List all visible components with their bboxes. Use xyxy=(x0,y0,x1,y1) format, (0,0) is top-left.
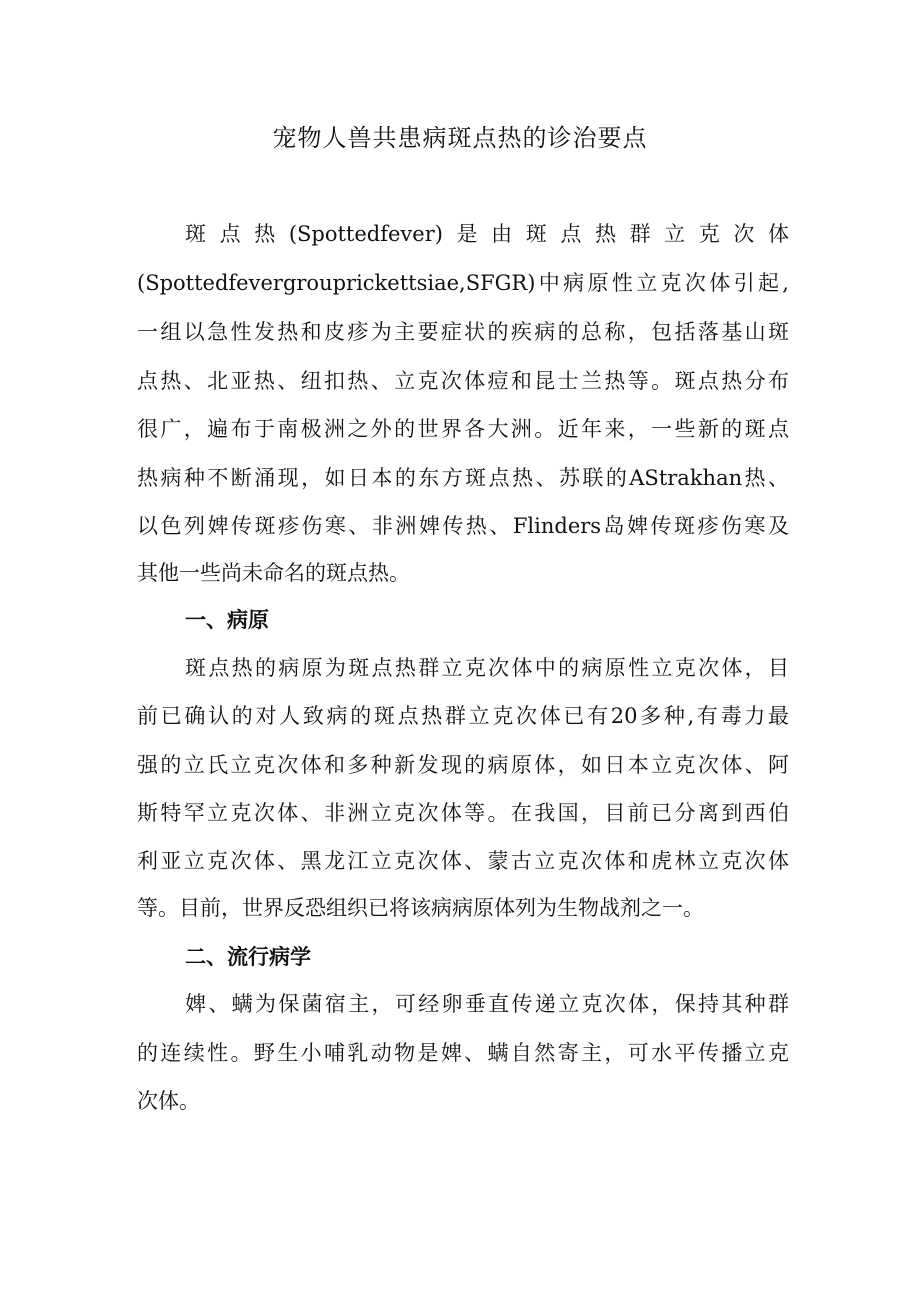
document-title: 宠物人兽共患病斑点热的诊治要点 xyxy=(272,124,648,152)
intro-line-1: 斑点热(Spottedfever)是由斑点热群立克次体 xyxy=(185,222,789,246)
intro-line-4: 点热、北亚热、纽扣热、立克次体痘和昆士兰热等。斑点热分布 xyxy=(137,369,789,393)
section1-line-4: 斯特罕立克次体、非洲立克次体等。在我国，目前已分离到西伯 xyxy=(137,801,789,825)
intro-line-5: 很广，遍布于南极洲之外的世界各大洲。近年来，一些新的斑点 xyxy=(137,417,789,441)
intro-line-7: 以色列婢传斑疹伤寒、非洲婢传热、Flinders岛婢传斑疹伤寒及 xyxy=(137,514,789,538)
section1-line-2: 前已确认的对人致病的斑点热群立克次体已有20多种,有毒力最 xyxy=(137,704,789,728)
section2-line-1: 婢、螨为保菌宿主，可经卵垂直传递立克次体，保持其种群 xyxy=(185,992,789,1016)
section1-line-5: 利亚立克次体、黑龙江立克次体、蒙古立克次体和虎林立克次体 xyxy=(137,849,789,873)
intro-line-6: 热病种不断涌现，如日本的东方斑点热、苏联的AStrakhan热、 xyxy=(137,466,789,490)
section2-line-3: 次体。 xyxy=(137,1089,200,1113)
intro-line-2: (Spottedfevergrouprickettsiae,SFGR)中病原性立克次体引起, xyxy=(137,271,789,295)
section1-line-3: 强的立氏立克次体和多种新发现的病原体，如日本立克次体、阿 xyxy=(137,753,789,777)
section1-line-1: 斑点热的病原为斑点热群立克次体中的病原性立克次体，目 xyxy=(185,656,789,680)
section2-line-2: 的连续性。野生小哺乳动物是婢、螨自然寄主，可水平传播立克 xyxy=(137,1041,789,1065)
section1-heading: 一、病原 xyxy=(185,607,269,632)
intro-line-8: 其他一些尚未命名的斑点热。 xyxy=(137,561,410,585)
intro-line-3: 一组以急性发热和皮疹为主要症状的疾病的总称，包括落基山斑 xyxy=(137,320,789,344)
section2-heading: 二、流行病学 xyxy=(185,944,311,969)
section1-line-6: 等。目前，世界反恐组织已将该病病原体列为生物战剂之一。 xyxy=(137,896,704,920)
